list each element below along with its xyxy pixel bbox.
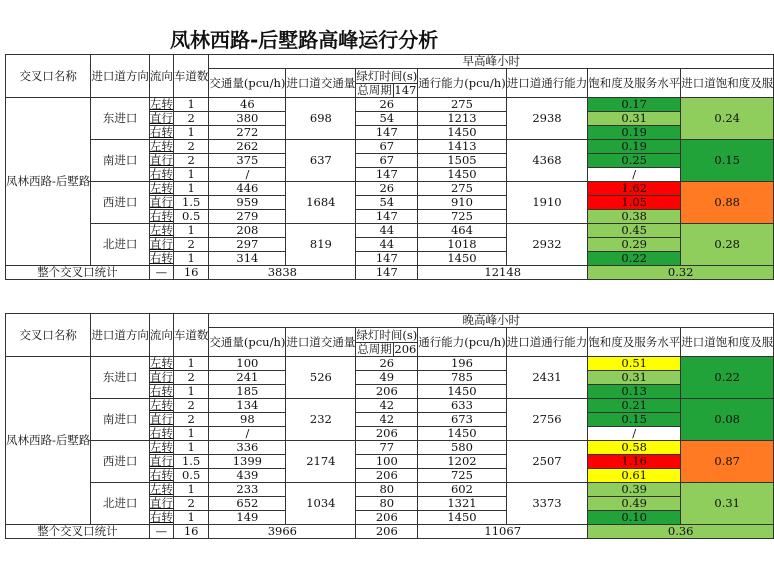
- volume-cell: 100: [209, 357, 286, 371]
- green-time-cell: 44: [356, 238, 418, 252]
- movement-cell: 右转: [149, 209, 173, 223]
- approach-volume-cell: 819: [286, 224, 356, 266]
- green-time-cell: 100: [356, 455, 418, 469]
- movement-cell: 直行: [149, 370, 173, 384]
- header-capacity: 通行能力(pcu/h): [418, 69, 506, 98]
- approach-capacity-cell: 3373: [506, 483, 588, 525]
- saturation-cell: 0.22: [588, 252, 681, 266]
- volume-cell: 439: [209, 469, 286, 483]
- peak-table: [5, 313, 774, 539]
- lanes-cell: 2: [173, 112, 209, 126]
- capacity-cell: 1202: [418, 455, 506, 469]
- saturation-cell: 0.17: [588, 98, 681, 112]
- saturation-cell: 0.38: [588, 210, 681, 224]
- total-cycle: 147: [356, 266, 418, 280]
- green-time-cell: 147: [356, 168, 418, 182]
- capacity-cell: 1505: [418, 154, 506, 168]
- header-approach-volume: 进口道交通量: [286, 328, 356, 357]
- table-row: [6, 224, 774, 238]
- green-time-cell: 80: [356, 483, 418, 497]
- approach-name: 南进口: [91, 140, 150, 182]
- header-movement: 流向: [149, 55, 173, 98]
- movement-cell: 左转: [149, 356, 173, 370]
- capacity-cell: 1450: [418, 126, 506, 140]
- total-cycle: 206: [356, 525, 418, 539]
- capacity-cell: 1450: [418, 427, 506, 441]
- volume-cell: 272: [209, 126, 286, 140]
- lanes-cell: 1: [173, 385, 209, 399]
- movement-cell: 右转: [149, 468, 173, 482]
- header-lanes: 车道数: [173, 314, 209, 357]
- approach-name: 北进口: [91, 224, 150, 266]
- approach-volume-cell: 637: [286, 140, 356, 182]
- capacity-cell: 275: [418, 182, 506, 196]
- green-time-cell: 49: [356, 371, 418, 385]
- volume-cell: 149: [209, 511, 286, 525]
- header-intersection-name: 交叉口名称: [6, 314, 91, 357]
- header-approach-capacity: 进口道通行能力: [506, 69, 588, 98]
- total-capacity: 11067: [418, 525, 588, 539]
- approach-saturation-cell: 0.87: [681, 441, 774, 483]
- capacity-cell: 1213: [418, 112, 506, 126]
- approach-saturation-cell: 0.31: [681, 483, 774, 525]
- table-row: [6, 140, 774, 154]
- volume-cell: 314: [209, 252, 286, 266]
- lanes-cell: 1: [173, 427, 209, 441]
- green-time-cell: 206: [356, 385, 418, 399]
- header-period: 晚高峰小时: [209, 314, 774, 328]
- volume-cell: 279: [209, 210, 286, 224]
- green-time-cell: 77: [356, 441, 418, 455]
- table-row: [6, 483, 774, 497]
- green-time-cell: 67: [356, 154, 418, 168]
- table-row: [6, 399, 774, 413]
- header-period: 早高峰小时: [209, 55, 774, 69]
- approach-name: 北进口: [91, 483, 150, 525]
- capacity-cell: 1450: [418, 168, 506, 182]
- total-lanes: 16: [173, 266, 209, 280]
- saturation-cell: 0.15: [588, 413, 681, 427]
- movement-cell: 直行: [149, 111, 173, 125]
- capacity-cell: 1450: [418, 511, 506, 525]
- green-time-cell: 42: [356, 413, 418, 427]
- green-time-cell: 26: [356, 357, 418, 371]
- approach-saturation-cell: 0.28: [681, 224, 774, 266]
- movement-cell: 右转: [149, 384, 173, 398]
- approach-name: 南进口: [91, 399, 150, 441]
- header-approach-dir: 进口道方向: [91, 314, 150, 357]
- total-volume: 3966: [209, 525, 356, 539]
- header-sat-los: 饱和度及服务水平: [588, 69, 681, 98]
- green-time-cell: 44: [356, 224, 418, 238]
- capacity-cell: 1018: [418, 238, 506, 252]
- saturation-cell: 0.19: [588, 140, 681, 154]
- movement-cell: 右转: [149, 251, 173, 265]
- green-time-cell: 80: [356, 497, 418, 511]
- volume-cell: 652: [209, 497, 286, 511]
- movement-cell: 左转: [149, 440, 173, 454]
- lanes-cell: 1.5: [173, 196, 209, 210]
- approach-name: 西进口: [91, 441, 150, 483]
- movement-cell: 直行: [149, 153, 173, 167]
- header-green-time: 绿灯时间(s): [356, 68, 418, 83]
- saturation-cell: 0.58: [588, 441, 681, 455]
- capacity-cell: 464: [418, 224, 506, 238]
- lanes-cell: 1.5: [173, 455, 209, 469]
- saturation-cell: 0.61: [588, 469, 681, 483]
- total-capacity: 12148: [418, 266, 588, 280]
- movement-cell: 左转: [149, 97, 173, 111]
- volume-cell: 241: [209, 371, 286, 385]
- header-approach-capacity: 进口道通行能力: [506, 328, 588, 357]
- volume-cell: 336: [209, 441, 286, 455]
- volume-cell: 98: [209, 413, 286, 427]
- movement-cell: 左转: [149, 223, 173, 237]
- volume-cell: 375: [209, 154, 286, 168]
- capacity-cell: 725: [418, 210, 506, 224]
- volume-cell: 185: [209, 385, 286, 399]
- header-cycle-value: 147: [394, 83, 417, 97]
- approach-capacity-cell: 4368: [506, 140, 588, 182]
- volume-cell: 262: [209, 140, 286, 154]
- volume-cell: /: [209, 427, 286, 441]
- capacity-cell: 910: [418, 196, 506, 210]
- capacity-cell: 785: [418, 371, 506, 385]
- volume-cell: 380: [209, 112, 286, 126]
- capacity-cell: 633: [418, 399, 506, 413]
- header-capacity: 通行能力(pcu/h): [418, 328, 506, 357]
- lanes-cell: 1: [173, 182, 209, 196]
- approach-saturation-cell: 0.24: [681, 98, 774, 140]
- total-label: 整个交叉口统计: [6, 266, 150, 280]
- intersection-name: 凤林西路-后墅路: [6, 98, 91, 266]
- green-time-cell: 42: [356, 399, 418, 413]
- saturation-cell: 0.39: [588, 483, 681, 497]
- green-time-cell: 206: [356, 511, 418, 525]
- approach-capacity-cell: 2507: [506, 441, 588, 483]
- saturation-cell: /: [588, 427, 681, 441]
- green-time-cell: 147: [356, 210, 418, 224]
- intersection-name: 凤林西路-后墅路: [6, 357, 91, 525]
- approach-saturation-cell: 0.22: [681, 357, 774, 399]
- movement-cell: 左转: [149, 181, 173, 195]
- total-row: [6, 266, 774, 280]
- saturation-cell: 0.31: [588, 112, 681, 126]
- lanes-cell: 2: [173, 154, 209, 168]
- movement-cell: 右转: [149, 426, 173, 440]
- approach-name: 东进口: [91, 98, 150, 140]
- approach-saturation-cell: 0.88: [681, 182, 774, 224]
- peak-table: [5, 54, 774, 280]
- header-total-cycle: 总周期: [357, 83, 392, 97]
- saturation-cell: 0.10: [588, 511, 681, 525]
- total-label: 整个交叉口统计: [6, 525, 150, 539]
- capacity-cell: 580: [418, 441, 506, 455]
- saturation-cell: 1.16: [588, 455, 681, 469]
- volume-cell: 46: [209, 98, 286, 112]
- movement-cell: 直行: [149, 195, 173, 209]
- header-movement: 流向: [149, 314, 173, 357]
- saturation-cell: 0.13: [588, 385, 681, 399]
- approach-volume-cell: 232: [286, 399, 356, 441]
- lanes-cell: 1: [173, 511, 209, 525]
- green-time-cell: 26: [356, 98, 418, 112]
- header-intersection-name: 交叉口名称: [6, 55, 91, 98]
- total-saturation: 0.32: [588, 266, 774, 280]
- approach-volume-cell: 698: [286, 98, 356, 140]
- movement-cell: 左转: [149, 139, 173, 153]
- lanes-cell: 1: [173, 252, 209, 266]
- lanes-cell: 1: [173, 126, 209, 140]
- volume-cell: 959: [209, 196, 286, 210]
- volume-cell: 297: [209, 238, 286, 252]
- saturation-cell: 0.21: [588, 399, 681, 413]
- capacity-cell: 725: [418, 469, 506, 483]
- approach-saturation-cell: 0.08: [681, 399, 774, 441]
- saturation-cell: 0.49: [588, 497, 681, 511]
- approach-saturation-cell: 0.15: [681, 140, 774, 182]
- lanes-cell: 0.5: [173, 469, 209, 483]
- approach-name: 东进口: [91, 357, 150, 399]
- total-volume: 3838: [209, 266, 356, 280]
- volume-cell: 233: [209, 483, 286, 497]
- table-row: [6, 357, 774, 371]
- table-row: [6, 182, 774, 196]
- lanes-cell: 2: [173, 413, 209, 427]
- lanes-cell: 2: [173, 399, 209, 413]
- movement-cell: 左转: [149, 482, 173, 496]
- volume-cell: 134: [209, 399, 286, 413]
- capacity-cell: 1321: [418, 497, 506, 511]
- saturation-cell: 0.31: [588, 371, 681, 385]
- movement-cell: 左转: [149, 398, 173, 412]
- approach-volume-cell: 2174: [286, 441, 356, 483]
- lanes-cell: 2: [173, 238, 209, 252]
- lanes-cell: 0.5: [173, 210, 209, 224]
- green-time-cell: 54: [356, 196, 418, 210]
- capacity-cell: 673: [418, 413, 506, 427]
- total-movement: —: [149, 266, 173, 280]
- capacity-cell: 1450: [418, 385, 506, 399]
- lanes-cell: 2: [173, 140, 209, 154]
- total-lanes: 16: [173, 525, 209, 539]
- movement-cell: 直行: [149, 496, 173, 510]
- saturation-cell: 0.25: [588, 154, 681, 168]
- approach-capacity-cell: 1910: [506, 182, 588, 224]
- page-title: 凤林西路-后墅路高峰运行分析: [170, 28, 439, 52]
- lanes-cell: 1: [173, 98, 209, 112]
- approach-volume-cell: 1034: [286, 483, 356, 525]
- green-time-cell: 206: [356, 427, 418, 441]
- lanes-cell: 2: [173, 371, 209, 385]
- header-green-time: 绿灯时间(s): [356, 327, 418, 342]
- capacity-cell: 1413: [418, 140, 506, 154]
- movement-cell: 直行: [149, 412, 173, 426]
- green-time-cell: 147: [356, 252, 418, 266]
- green-time-cell: 206: [356, 469, 418, 483]
- saturation-cell: 0.45: [588, 224, 681, 238]
- volume-cell: 446: [209, 182, 286, 196]
- saturation-cell: 1.62: [588, 182, 681, 196]
- saturation-cell: /: [588, 168, 681, 182]
- header-volume: 交通量(pcu/h): [209, 328, 286, 357]
- green-time-cell: 54: [356, 112, 418, 126]
- green-time-cell: 67: [356, 140, 418, 154]
- approach-capacity-cell: 2756: [506, 399, 588, 441]
- lanes-cell: 1: [173, 441, 209, 455]
- capacity-cell: 275: [418, 98, 506, 112]
- movement-cell: 右转: [149, 510, 173, 524]
- green-time-cell: 147: [356, 126, 418, 140]
- volume-cell: 1399: [209, 455, 286, 469]
- approach-capacity-cell: 2938: [506, 98, 588, 140]
- approach-capacity-cell: 2932: [506, 224, 588, 266]
- header-lanes: 车道数: [173, 55, 209, 98]
- lanes-cell: 2: [173, 497, 209, 511]
- saturation-cell: 0.29: [588, 238, 681, 252]
- total-row: [6, 525, 774, 539]
- table-row: [6, 441, 774, 455]
- capacity-cell: 1450: [418, 252, 506, 266]
- saturation-cell: 1.05: [588, 196, 681, 210]
- total-saturation: 0.36: [588, 525, 774, 539]
- saturation-cell: 0.19: [588, 126, 681, 140]
- approach-volume-cell: 526: [286, 357, 356, 399]
- approach-capacity-cell: 2431: [506, 357, 588, 399]
- capacity-cell: 196: [418, 357, 506, 371]
- header-total-cycle: 总周期: [357, 342, 392, 356]
- table-row: [6, 98, 774, 112]
- lanes-cell: 1: [173, 483, 209, 497]
- movement-cell: 右转: [149, 125, 173, 139]
- volume-cell: 208: [209, 224, 286, 238]
- movement-cell: 直行: [149, 454, 173, 468]
- header-cycle-value: 206: [394, 342, 417, 356]
- movement-cell: 右转: [149, 167, 173, 181]
- green-time-cell: 26: [356, 182, 418, 196]
- header-approach-sat: 进口道饱和度及服: [681, 69, 774, 98]
- lanes-cell: 1: [173, 168, 209, 182]
- volume-cell: /: [209, 168, 286, 182]
- total-movement: —: [149, 525, 173, 539]
- header-approach-volume: 进口道交通量: [286, 69, 356, 98]
- saturation-cell: 0.51: [588, 357, 681, 371]
- movement-cell: 直行: [149, 237, 173, 251]
- header-sat-los: 饱和度及服务水平: [588, 328, 681, 357]
- capacity-cell: 602: [418, 483, 506, 497]
- header-approach-dir: 进口道方向: [91, 55, 150, 98]
- approach-name: 西进口: [91, 182, 150, 224]
- lanes-cell: 1: [173, 357, 209, 371]
- lanes-cell: 1: [173, 224, 209, 238]
- approach-volume-cell: 1684: [286, 182, 356, 224]
- header-approach-sat: 进口道饱和度及服: [681, 328, 774, 357]
- header-volume: 交通量(pcu/h): [209, 69, 286, 98]
